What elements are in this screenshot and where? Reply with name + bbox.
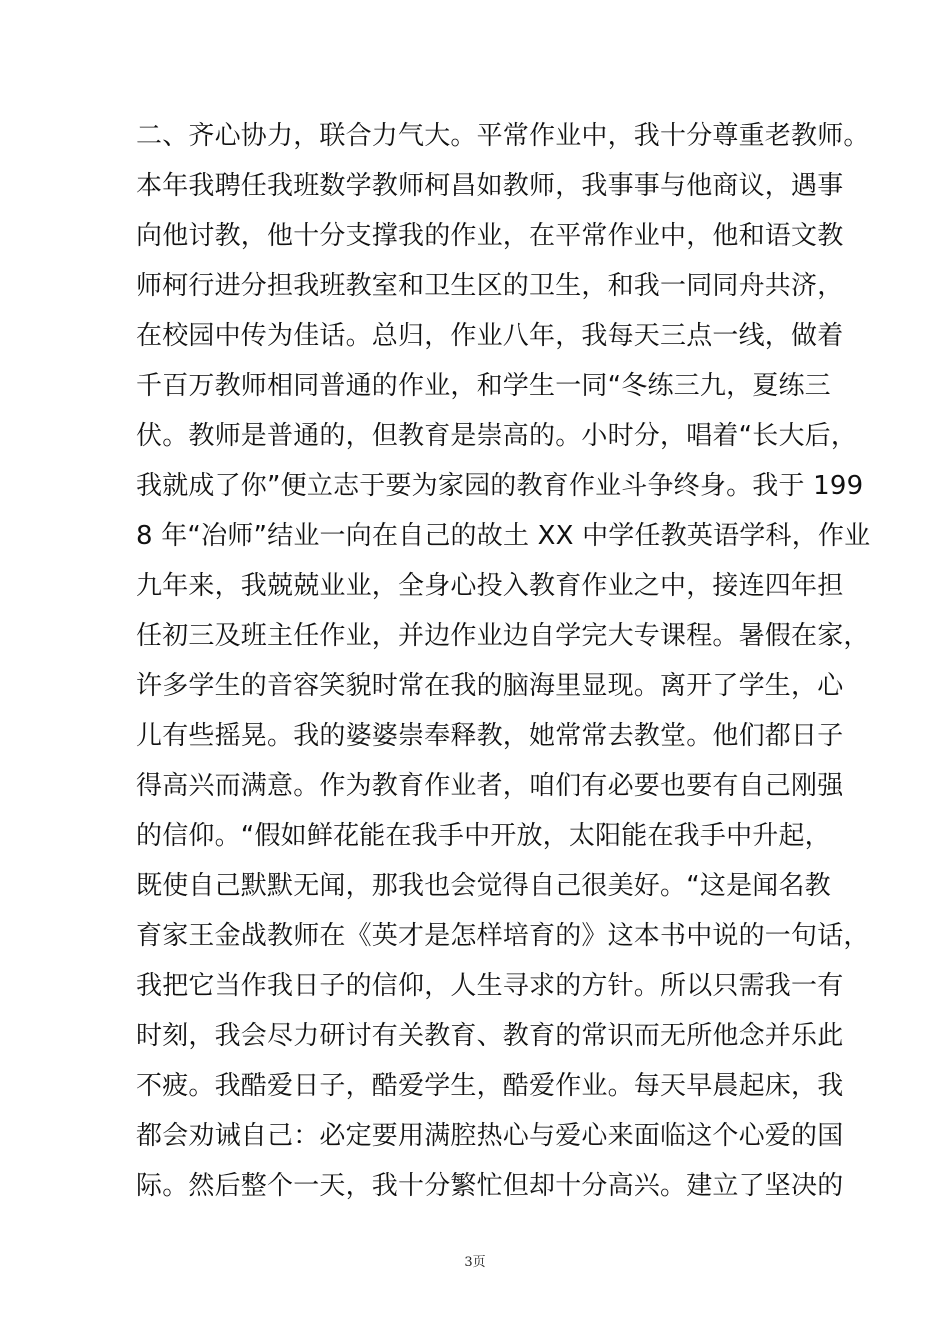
text-line: 师柯行进分担我班教室和卫生区的卫生，和我一同同舟共济， — [136, 271, 844, 301]
text-line: 九年来，我兢兢业业，全身心投入教育作业之中，接连四年担 — [136, 571, 844, 601]
text-line: 育家王金战教师在《英才是怎样培育的》这本书中说的一句话， — [136, 921, 870, 951]
text-line: 在校园中传为佳话。总归，作业八年，我每天三点一线，做着 — [136, 321, 844, 351]
text-line: 儿有些摇晃。我的婆婆崇奉释教，她常常去教堂。他们都日子 — [136, 721, 844, 751]
text-line: 既使自己默默无闻，那我也会觉得自己很美好。“这是闻名教 — [136, 871, 831, 901]
text-line: 千百万教师相同普通的作业，和学生一同“冬练三九，夏练三 — [136, 371, 831, 401]
text-line: 都会劝诫自己：必定要用满腔热心与爱心来面临这个心爱的国 — [136, 1121, 844, 1151]
page-number: 3页 — [464, 1255, 486, 1270]
text-line: 得高兴而满意。作为教育作业者，咱们有必要也要有自己刚强 — [136, 771, 844, 801]
text-line: 的信仰。“假如鲜花能在我手中开放，太阳能在我手中升起， — [136, 821, 831, 851]
text-line: 本年我聘任我班数学教师柯昌如教师，我事事与他商议，遇事 — [136, 171, 844, 201]
text-line: 8 年“冶师”结业一向在自己的故土 XX 中学任教英语学科，作业 — [136, 521, 871, 551]
text-line: 二、齐心协力，联合力气大。平常作业中，我十分尊重老教师。 — [136, 121, 870, 151]
text-line: 际。然后整个一天，我十分繁忙但却十分高兴。建立了坚决的 — [136, 1171, 844, 1201]
text-line: 不疲。我酷爱日子，酷爱学生，酷爱作业。每天早晨起床，我 — [136, 1071, 844, 1101]
text-line: 许多学生的音容笑貌时常在我的脑海里显现。离开了学生，心 — [136, 671, 844, 701]
text-line: 我把它当作我日子的信仰，人生寻求的方针。所以只需我一有 — [136, 971, 844, 1001]
text-line: 时刻，我会尽力研讨有关教育、教育的常识而无所他念并乐此 — [136, 1021, 844, 1051]
body-text — [136, 111, 871, 1211]
text-line: 我就成了你”便立志于要为家园的教育作业斗争终身。我于 199 — [136, 471, 864, 501]
text-line: 任初三及班主任作业，并边作业边自学完大专课程。暑假在家， — [136, 621, 870, 651]
text-line: 向他讨教，他十分支撑我的作业，在平常作业中，他和语文教 — [136, 221, 844, 251]
text-line: 伏。教师是普通的，但教育是崇高的。小时分，唱着“长大后， — [136, 421, 858, 451]
